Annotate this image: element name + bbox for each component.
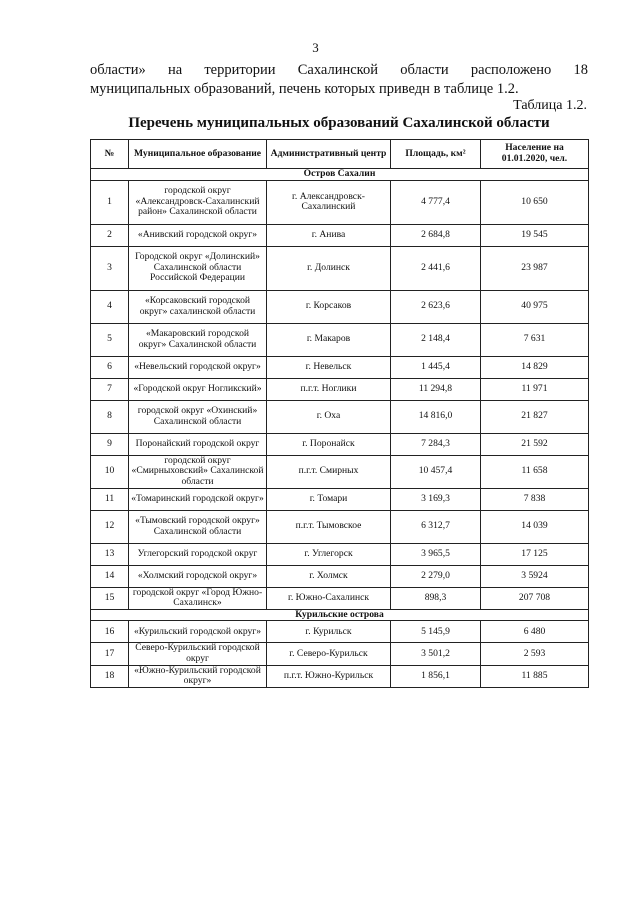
cell-center: г. Поронайск bbox=[267, 433, 391, 455]
cell-name: Углегорский городской округ bbox=[129, 543, 267, 565]
cell-center: г. Томари bbox=[267, 488, 391, 510]
cell-area: 10 457,4 bbox=[391, 455, 481, 488]
word: Сахалинской bbox=[297, 62, 378, 78]
cell-number: 9 bbox=[91, 433, 129, 455]
cell-name: «Невельский городской округ» bbox=[129, 356, 267, 378]
cell-population: 11 971 bbox=[481, 378, 589, 400]
cell-area: 2 148,4 bbox=[391, 323, 481, 356]
cell-name: «Южно-Курильский городской округ» bbox=[129, 665, 267, 687]
cell-population: 17 125 bbox=[481, 543, 589, 565]
table-row bbox=[91, 455, 589, 488]
cell-area: 6 312,7 bbox=[391, 510, 481, 543]
table-title: Перечень муниципальных образований Сахалинской области bbox=[128, 115, 550, 131]
cell-area: 2 441,6 bbox=[391, 246, 481, 290]
table-row bbox=[91, 488, 589, 510]
cell-center: г. Южно-Сахалинск bbox=[267, 587, 391, 609]
cell-name: Городской округ «Долинский» Сахалинской области Российской Федерации bbox=[129, 246, 267, 290]
cell-area: 4 777,4 bbox=[391, 180, 481, 224]
cell-center: г. Оха bbox=[267, 400, 391, 433]
cell-number: 17 bbox=[91, 643, 129, 665]
cell-name: городской округ «Александровск-Сахалинский район» Сахалинской области bbox=[129, 180, 267, 224]
cell-name: «Корсаковский городской округ» сахалинской области bbox=[129, 290, 267, 323]
header-population: Население на 01.01.2020, чел. bbox=[481, 140, 589, 169]
cell-area: 1 856,1 bbox=[391, 665, 481, 687]
cell-name: Поронайский городской округ bbox=[129, 433, 267, 455]
table-row bbox=[91, 587, 589, 609]
cell-population: 14 829 bbox=[481, 356, 589, 378]
table-row bbox=[91, 356, 589, 378]
cell-center: г. Углегорск bbox=[267, 543, 391, 565]
table-row bbox=[91, 565, 589, 587]
cell-center: п.г.т. Смирных bbox=[267, 455, 391, 488]
cell-area: 7 284,3 bbox=[391, 433, 481, 455]
cell-name: «Тымовский городской округ» Сахалинской области bbox=[129, 510, 267, 543]
table-row bbox=[91, 180, 589, 224]
cell-number: 7 bbox=[91, 378, 129, 400]
cell-number: 4 bbox=[91, 290, 129, 323]
cell-name: городской округ «Город Южно-Сахалинск» bbox=[129, 587, 267, 609]
table-row bbox=[91, 224, 589, 246]
word: области bbox=[400, 62, 449, 78]
cell-center: г. Корсаков bbox=[267, 290, 391, 323]
cell-number: 13 bbox=[91, 543, 129, 565]
header-number: № bbox=[91, 140, 129, 169]
table-row bbox=[91, 323, 589, 356]
cell-name: «Городской округ Ногликский» bbox=[129, 378, 267, 400]
cell-population: 3 5924 bbox=[481, 565, 589, 587]
cell-number: 6 bbox=[91, 356, 129, 378]
intro-paragraph bbox=[90, 61, 588, 99]
paragraph-line-2: муниципальных образований, печень которых приведн в таблице 1.2. bbox=[90, 81, 519, 97]
cell-name: Северо-Курильский городской округ bbox=[129, 643, 267, 665]
page-number: 3 bbox=[312, 40, 319, 55]
table-row bbox=[91, 643, 589, 665]
cell-population: 11 885 bbox=[481, 665, 589, 687]
table-row bbox=[91, 378, 589, 400]
cell-center: п.г.т. Тымовское bbox=[267, 510, 391, 543]
cell-area: 1 445,4 bbox=[391, 356, 481, 378]
cell-center: п.г.т. Ноглики bbox=[267, 378, 391, 400]
cell-population: 207 708 bbox=[481, 587, 589, 609]
cell-number: 10 bbox=[91, 455, 129, 488]
header-area: Площадь, км² bbox=[391, 140, 481, 169]
cell-center: г. Макаров bbox=[267, 323, 391, 356]
cell-number: 5 bbox=[91, 323, 129, 356]
cell-number: 18 bbox=[91, 665, 129, 687]
cell-number: 2 bbox=[91, 224, 129, 246]
word: расположено bbox=[470, 62, 552, 78]
table-header-row bbox=[91, 140, 589, 169]
cell-number: 14 bbox=[91, 565, 129, 587]
table-row bbox=[91, 621, 589, 643]
cell-population: 21 827 bbox=[481, 400, 589, 433]
header-center: Административный центр bbox=[267, 140, 391, 169]
cell-number: 1 bbox=[91, 180, 129, 224]
paragraph-line-1 bbox=[90, 61, 588, 80]
cell-number: 11 bbox=[91, 488, 129, 510]
cell-name: «Макаровский городской округ» Сахалинской области bbox=[129, 323, 267, 356]
cell-area: 3 169,3 bbox=[391, 488, 481, 510]
table-row bbox=[91, 665, 589, 687]
cell-center: г. Холмск bbox=[267, 565, 391, 587]
table-row bbox=[91, 510, 589, 543]
word: 18 bbox=[573, 62, 588, 78]
cell-population: 21 592 bbox=[481, 433, 589, 455]
cell-population: 23 987 bbox=[481, 246, 589, 290]
cell-population: 7 631 bbox=[481, 323, 589, 356]
cell-area: 5 145,9 bbox=[391, 621, 481, 643]
table-row bbox=[91, 290, 589, 323]
cell-center: г. Северо-Курильск bbox=[267, 643, 391, 665]
cell-area: 2 279,0 bbox=[391, 565, 481, 587]
municipalities-table bbox=[90, 139, 589, 688]
cell-area: 3 965,5 bbox=[391, 543, 481, 565]
cell-area: 11 294,8 bbox=[391, 378, 481, 400]
cell-number: 3 bbox=[91, 246, 129, 290]
cell-area: 3 501,2 bbox=[391, 643, 481, 665]
cell-name: городской округ «Охинский» Сахалинской области bbox=[129, 400, 267, 433]
cell-name: «Холмский городской округ» bbox=[129, 565, 267, 587]
table-row bbox=[91, 400, 589, 433]
cell-name: городской округ «Смирныховский» Сахалинской области bbox=[129, 455, 267, 488]
word: на bbox=[167, 62, 183, 78]
cell-number: 15 bbox=[91, 587, 129, 609]
cell-center: г. Анива bbox=[267, 224, 391, 246]
section-row bbox=[91, 169, 589, 181]
cell-area: 898,3 bbox=[391, 587, 481, 609]
table-row bbox=[91, 246, 589, 290]
cell-population: 10 650 bbox=[481, 180, 589, 224]
section-row bbox=[91, 609, 589, 621]
cell-name: «Томаринский городской округ» bbox=[129, 488, 267, 510]
cell-population: 19 545 bbox=[481, 224, 589, 246]
cell-population: 14 039 bbox=[481, 510, 589, 543]
cell-area: 2 623,6 bbox=[391, 290, 481, 323]
cell-center: г. Невельск bbox=[267, 356, 391, 378]
cell-population: 2 593 bbox=[481, 643, 589, 665]
section-title: Курильские острова bbox=[91, 609, 589, 621]
cell-population: 6 480 bbox=[481, 621, 589, 643]
table-label: Таблица 1.2. bbox=[513, 98, 587, 113]
cell-name: «Курильский городской округ» bbox=[129, 621, 267, 643]
cell-center: п.г.т. Южно-Курильск bbox=[267, 665, 391, 687]
cell-population: 40 975 bbox=[481, 290, 589, 323]
word: области» bbox=[90, 62, 146, 78]
table-row bbox=[91, 543, 589, 565]
cell-area: 14 816,0 bbox=[391, 400, 481, 433]
cell-number: 16 bbox=[91, 621, 129, 643]
table-row bbox=[91, 433, 589, 455]
cell-area: 2 684,8 bbox=[391, 224, 481, 246]
cell-name: «Анивский городской округ» bbox=[129, 224, 267, 246]
cell-center: г. Александровск-Сахалинский bbox=[267, 180, 391, 224]
section-title: Остров Сахалин bbox=[91, 169, 589, 181]
word: территории bbox=[204, 62, 276, 78]
cell-number: 8 bbox=[91, 400, 129, 433]
cell-population: 11 658 bbox=[481, 455, 589, 488]
cell-center: г. Долинск bbox=[267, 246, 391, 290]
header-name: Муниципальное образование bbox=[129, 140, 267, 169]
cell-population: 7 838 bbox=[481, 488, 589, 510]
cell-center: г. Курильск bbox=[267, 621, 391, 643]
cell-number: 12 bbox=[91, 510, 129, 543]
